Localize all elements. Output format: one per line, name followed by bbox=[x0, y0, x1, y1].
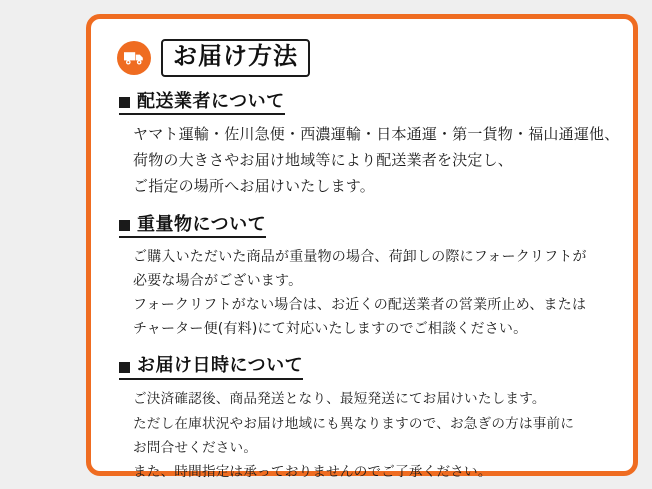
section-title: お届け日時について bbox=[137, 355, 304, 377]
section-heavy-items bbox=[119, 214, 613, 342]
body-line: チャーター便(有料)にて対応いたしますのでご相談ください。 bbox=[133, 321, 528, 338]
body-line: フォークリフトがない場合は、お近くの配送業者の営業所止め、または bbox=[133, 297, 587, 314]
body-line: 荷物の大きさやお届け地域等により配送業者を決定し、 bbox=[133, 150, 514, 169]
page-title: お届け方法 bbox=[161, 39, 310, 77]
section-shipping-carriers bbox=[119, 90, 620, 200]
section-delivery-datetime bbox=[119, 355, 613, 484]
square-bullet-icon bbox=[119, 97, 130, 108]
body-line: 必要な場合がございます。 bbox=[133, 273, 303, 290]
body-line: また、時間指定は承っておりませんのでご了承ください。 bbox=[133, 464, 492, 481]
body-line: ただし在庫状況やお届け地域にも異なりますので、お急ぎの方は事前に bbox=[133, 415, 575, 432]
delivery-info-card bbox=[86, 14, 638, 481]
section-heading-row bbox=[119, 91, 285, 116]
body-line: お問合せください。 bbox=[133, 440, 258, 457]
section-heading-row bbox=[119, 214, 266, 239]
card-title-row bbox=[117, 39, 613, 77]
delivery-truck-icon bbox=[117, 41, 151, 75]
section-body bbox=[133, 122, 620, 199]
body-line: ご決済確認後、商品発送となり、最短発送にてお届けいたします。 bbox=[133, 391, 546, 408]
square-bullet-icon bbox=[119, 362, 130, 373]
body-line: ご指定の場所へお届けいたします。 bbox=[133, 176, 376, 195]
square-bullet-icon bbox=[119, 220, 130, 231]
section-title: 重量物について bbox=[137, 213, 267, 235]
body-line: ヤマト運輸・佐川急便・西濃運輸・日本通運・第一貨物・福山通運他、 bbox=[133, 125, 620, 144]
section-body bbox=[133, 245, 613, 341]
section-heading-row bbox=[119, 355, 303, 380]
body-line: ご購入いただいた商品が重量物の場合、荷卸しの際にフォークリフトが bbox=[133, 249, 587, 266]
section-body bbox=[133, 387, 613, 485]
section-title: 配送業者について bbox=[137, 90, 285, 112]
